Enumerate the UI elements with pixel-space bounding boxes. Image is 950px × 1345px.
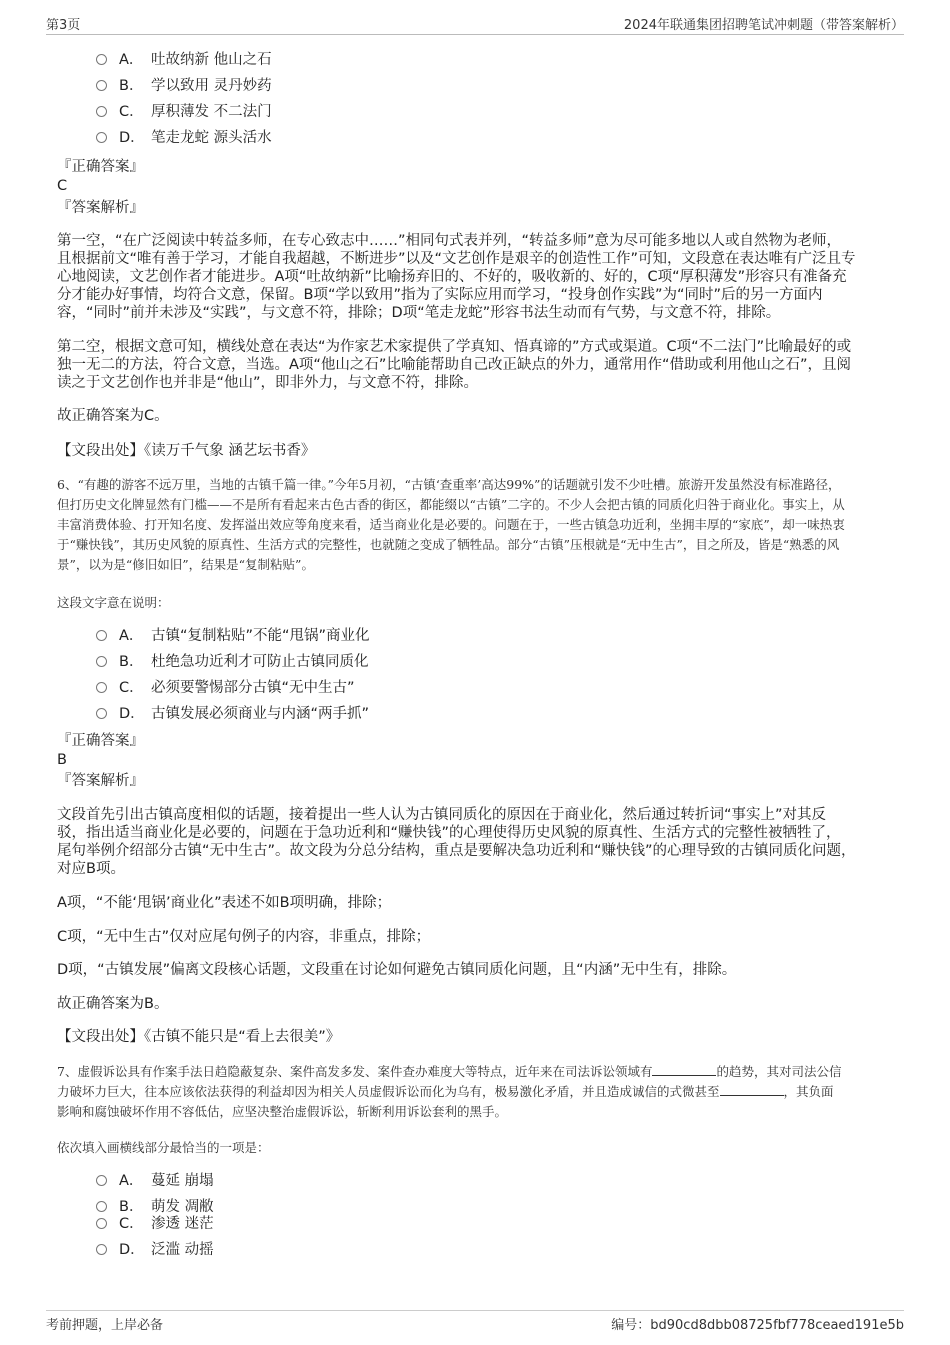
q7-subquestion: 依次填入画横线部分最恰当的一项是： [57,1140,270,1155]
page-number: 第3页 [46,18,81,33]
q5-option-a[interactable]: A． 吐故纳新 他山之石 [96,49,272,71]
radio-icon[interactable] [96,656,107,667]
radio-icon[interactable] [96,1244,107,1255]
q5-source: 【文段出处】《读万千气象 涵艺坛书香》 [57,443,316,459]
radio-icon[interactable] [96,1201,107,1212]
q6-analysis-p1: 文段首先引出古镇高度相似的话题，接着提出一些人认为古镇同质化的原因在于商业化，然后通过转折词“事实上”对其反 驳，指出适当商业化是必要的，问题在于急功近利和“赚快钱”的心理使得历史风貌的原真性、生活方式的完整性被牺牲了， 尾句举例介绍部分古镇“无中生古”。故文段为分总分结构，重点是要解决急功近利和“赚快钱”的心理导致的古镇同质化问题， 对应B项。 [57,807,856,877]
q5-analysis-label: 『答案解析』 [57,200,144,216]
q6-answer-label: 『正确答案』 [57,733,144,749]
radio-icon[interactable] [96,682,107,693]
q5-analysis-p2: 第二空，根据文意可知，横线处意在表达“为作家艺术家提供了学真知、悟真谛的”方式或渠道。C项“不二法门”比喻最好的或 独一无二的方法，符合文意，当选。A项“他山之石”比喻能帮助自己改正缺点的外力，通常用作“借助或利用他山之石”，且阅 读之于文艺创作也并非是“他山”，即非外力，与文意不符，排除。 [57,339,852,391]
q6-option-d[interactable]: D． 古镇发展必须商业与内涵“两手抓” [96,703,369,725]
q6-subquestion: 这段文字意在说明： [57,595,170,610]
footer-divider [46,1310,904,1311]
q7-option-a[interactable]: A． 蔓延 崩塌 [96,1170,214,1192]
q5-option-d[interactable]: D． 笔走龙蛇 源头活水 [96,127,272,149]
document-id: 编号：bd90cd8dbb08725fbf778ceaed191e5b [611,1318,904,1333]
radio-icon[interactable] [96,106,107,117]
q5-option-c[interactable]: C． 厚积薄发 不二法门 [96,101,272,123]
q6-source: 【文段出处】《古镇不能只是“看上去很美”》 [57,1029,341,1045]
radio-icon[interactable] [96,54,107,65]
q6-option-c[interactable]: C． 必须要警惕部分古镇“无中生古” [96,677,355,699]
q6-analysis-c: C项，“无中生古”仅对应尾句例子的内容，非重点，排除； [57,929,431,945]
q5-answer-label: 『正确答案』 [57,159,144,175]
radio-icon[interactable] [96,132,107,143]
q6-analysis-label: 『答案解析』 [57,773,144,789]
q7-stem: 7、虚假诉讼具有作案手法日趋隐蔽复杂、案件高发多发、案件查办难度大等特点，近年来在司法诉讼领域有 的趋势，其对司法公信 力破坏力巨大，往本应该依法获得的利益却因为相关人员虚假诉讼而化为乌有，极易激化矛盾，并且造成诚信的式微甚至 ，其负面 影响和腐蚀破坏作用不容低估，应坚决整治虚假诉讼，斩断利用诉讼套利的黑手。 [57,1064,842,1119]
q5-option-b[interactable]: B． 学以致用 灵丹妙药 [96,75,272,97]
q6-stem: 6、“有趣的游客不远万里，当地的古镇千篇一律。”今年5月初，“古镇‘查重率’高达99%”的话题就引发不少吐槽。旅游开发虽然没有标准路径， 但打历史文化牌显然有门槛——不是所有看起来古色古香的街区，都能缀以“古镇”二字的。不少人会把古镇的同质化归咎于商业化。事实上，从 丰富消费体验、打开知名度、发挥溢出效应等角度来看，适当商业化是必要的。问题在于，一些古镇急功近利，坐拥丰厚的“家底”，却一味热衷 于“赚快钱”，其历史风貌的原真性、生活方式的完整性，也就随之变成了牺牲品。部分“古镇”压根就是“无中生古”，目之所及，皆是“熟悉的风 景”，以为是“修旧如旧”，结果是“复制粘贴”。 [57,477,845,572]
q5-answer: C [57,178,68,194]
radio-icon[interactable] [96,1175,107,1186]
radio-icon[interactable] [96,80,107,91]
radio-icon[interactable] [96,630,107,641]
q7-option-b[interactable]: B． 萌发 凋敝 [96,1196,214,1218]
q6-conclusion: 故正确答案为B。 [57,996,169,1012]
q6-analysis-d: D项，“古镇发展”偏离文段核心话题，文段重在讨论如何避免古镇同质化问题，且“内涵”无中生有，排除。 [57,962,737,978]
fill-blank-2 [720,1095,784,1096]
header-divider [46,34,904,35]
fill-blank-1 [652,1075,716,1076]
q6-answer: B [57,752,67,768]
q5-conclusion: 故正确答案为C。 [57,408,169,424]
q6-option-b[interactable]: B． 杜绝急功近利才可防止古镇同质化 [96,651,369,673]
radio-icon[interactable] [96,1218,107,1229]
radio-icon[interactable] [96,708,107,719]
q7-option-c[interactable]: C． 渗透 迷茫 [96,1213,214,1235]
document-title: 2024年联通集团招聘笔试冲刺题（带答案解析） [623,18,904,33]
q6-option-a[interactable]: A． 古镇“复制粘贴”不能“甩锅”商业化 [96,625,370,647]
footer-slogan: 考前押题，上岸必备 [46,1318,164,1333]
page-header [46,14,904,32]
q5-analysis-p1: 第一空，“在广泛阅读中转益多师，在专心致志中……”相同句式表并列，“转益多师”意为尽可能多地以人或自然物为老师， 且根据前文“唯有善于学习，才能自我超越，不断进步”以及“文艺创作是艰辛的创造性工作”可知，文段意在表达唯有广泛且专 心地阅读，文艺创作者才能进步。A项“吐故纳新”比喻扬弃旧的、不好的，吸收新的、好的，C项“厚积薄发”形容只有准备充 分才能办好事情，均符合文意，保留。B项“学以致用”指为了实际应用而学习，“投身创作实践”为“同时”后的另一方面内 容，“同时”前并未涉及“实践”，与文意不符，排除；D项“笔走龙蛇”形容书法生动而有气势，与文意不符，排除。 [57,233,856,321]
q6-analysis-a: A项，“不能‘甩锅’商业化”表述不如B项明确，排除； [57,895,392,911]
page-footer [46,1314,904,1332]
q7-option-d[interactable]: D． 泛滥 动摇 [96,1239,214,1261]
